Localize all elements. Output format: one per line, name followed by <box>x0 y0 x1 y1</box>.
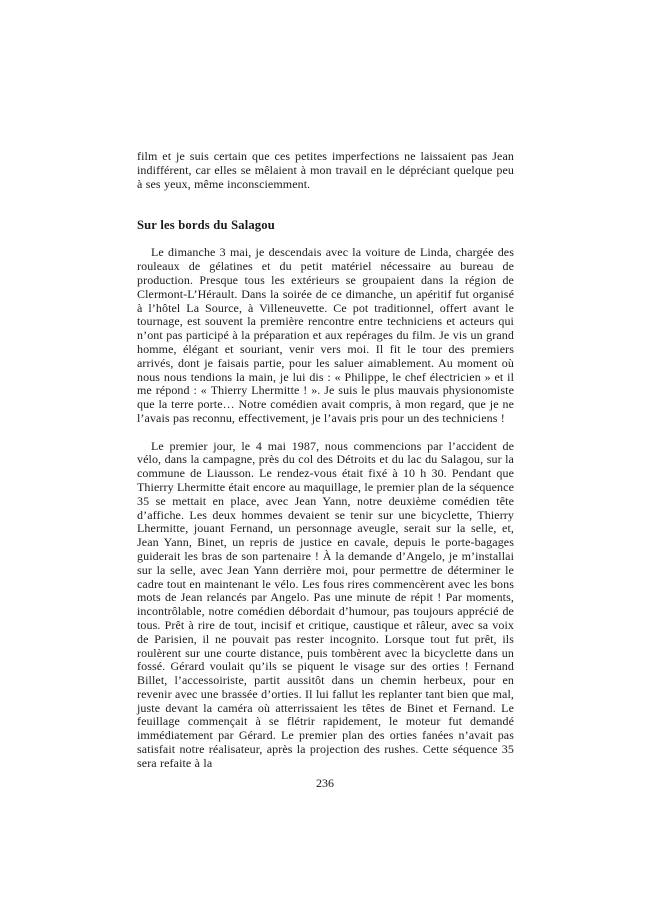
paragraph-sunday-aperitif: Le dimanche 3 mai, je descendais avec la voiture de Linda, chargée des rouleaux de gélatines et du petit matériel nécessaire au bureau de production. Presque tous les extérieurs se groupaient dans la région de Clermont-L’Hérault. Dans la soirée de ce dimanche, un apéritif fut organisé à l’hôtel La Source, à Villeneuvette. Ce pot traditionnel, offert avant le tournage, est souvent la première rencontre entre techniciens et acteurs qui n’ont pas participé à la préparation et aux repérages du film. Je vis un grand homme, élégant et souriant, venir vers moi. Il fit le tour des premiers arrivés, dont je faisais partie, pour les saluer aimablement. Au moment où nous nous tendions la main, je lui dis : « Philippe, le chef électricien » et il me répond : « Thierry Lhermitte ! ». Je suis le plus mauvais physionomiste que la terre porte… Notre comédien avait compris, à mon regard, que je ne l’avais pas reconnu, effectivement, je l’avais pris pour un des techniciens ! <box>137 245 514 425</box>
section-heading: Sur les bords du Salagou <box>137 218 275 233</box>
paragraph-continuation: film et je suis certain que ces petites imperfections ne laissaient pas Jean indifférent, car elles se mêlaient à mon travail en le dépréciant quelque peu à ses yeux, même inconsciemment. <box>137 149 514 191</box>
text-column <box>137 150 514 771</box>
paragraph-first-day-shoot: Le premier jour, le 4 mai 1987, nous commencions par l’accident de vélo, dans la campagne, près du col des Détroits et du lac du Salagou, sur la commune de Liausson. Le rendez-vous était fixé à 10 h 30. Pendant que Thierry Lhermitte était encore au maquillage, le premier plan de la séquence 35 se mettait en place, avec Jean Yann, notre deuxième comédien tête d’affiche. Les deux hommes devaient se tenir sur une bicyclette, Thierry Lhermitte, jouant Fernand, un personnage aveugle, serait sur la selle, et, Jean Yann, Binet, un repris de justice en cavale, depuis le porte-bagages guiderait les bras de son partenaire ! À la demande d’Angelo, je m’installai sur la selle, avec Jean Yann derrière moi, pour permettre de déterminer le cadre tout en maintenant le vélo. Les fous rires commencèrent avec les bons mots de Jean relancés par Angelo. Pas une minute de répit ! Par moments, incontrôlable, notre comédien débordait d’humour, pas toujours apprécié de tous. Prêt à rire de tout, incisif et critique, caustique et râleur, avec sa voix de Parisien, il ne pouvait pas rester incognito. Lorsque tout fut prêt, ils roulèrent sur une courte distance, puis tombèrent avec la bicyclette dans un fossé. Gérard voulait qu’ils se piquent le visage sur des orties ! Fernand Billet, l’accessoiriste, partit aussitôt dans un chemin herbeux, pour en revenir avec une brassée d’orties. Il lui fallut les replanter tant bien que mal, juste devant la caméra où atterrissaient les têtes de Binet et Fernand. Le feuillage commençait à se flétrir rapidement, le moteur fut demandé immédiatement par Gérard. Le premier plan des orties fanées n’avait pas satisfait notre réalisateur, après la projection des rushes. Cette séquence 35 sera refaite à la <box>137 438 514 770</box>
page-number: 236 <box>316 776 334 790</box>
